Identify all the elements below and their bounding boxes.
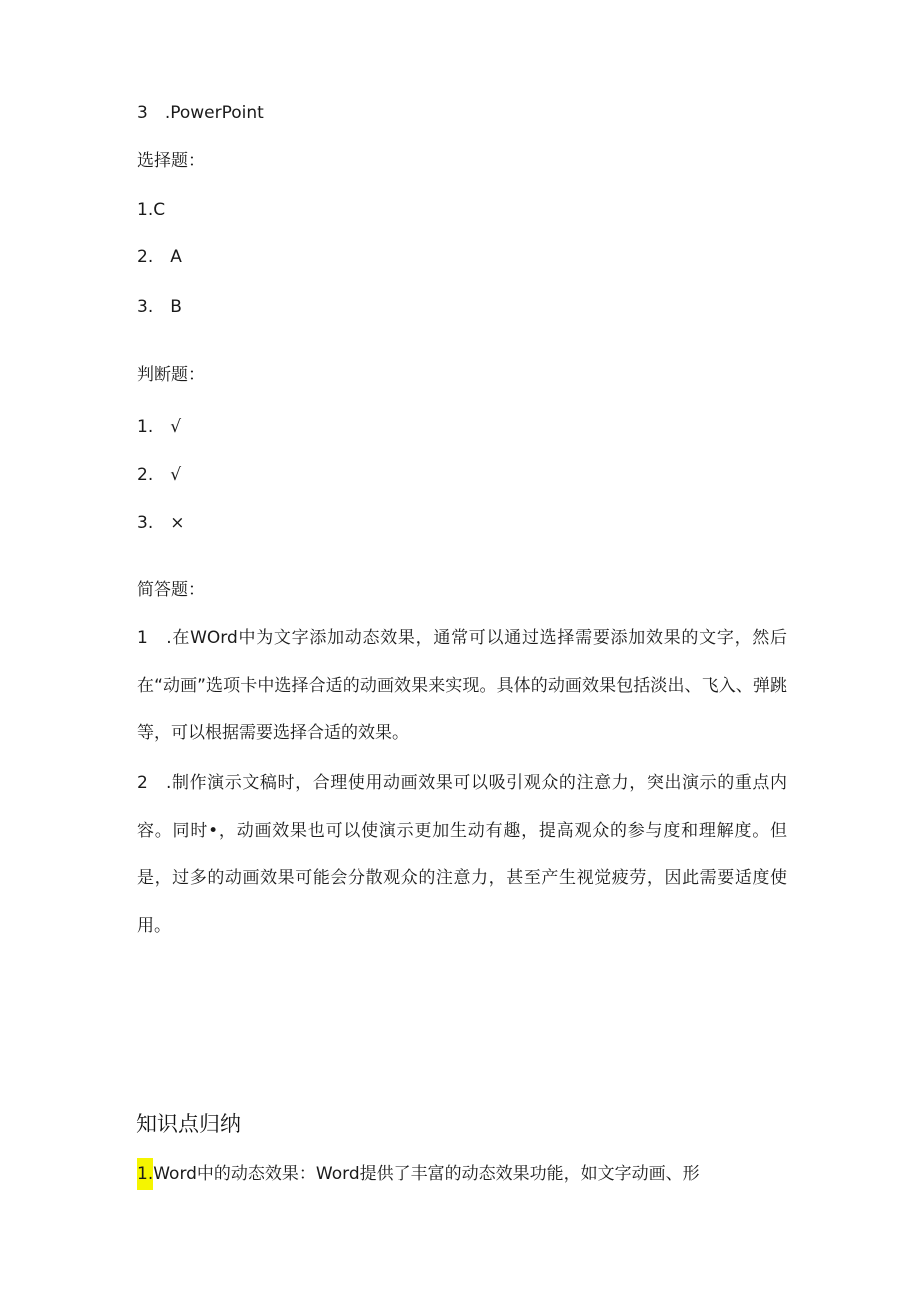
choice-answer-3: 3. B [137,297,182,317]
judge-answer-3: 3. × [137,513,185,533]
short-answer-2: 2 .制作演示文稿时，合理使用动画效果可以吸引观众的注意力，突出演示的重点内容。同时•，动画效果也可以使演示更加生动有趣，提高观众的参与度和理解度。但是，过多的动画效果可能会分散观众的注意力，甚至产生视觉疲劳，因此需要适度使用。 [137,773,787,936]
knowledge-heading: 知识点归纳 [136,1112,241,1136]
knowledge-item-1-number: 1. [137,1158,153,1190]
knowledge-item-1-text: Word中的动态效果：Word提供了丰富的动态效果功能，如文字动画、形 [153,1164,700,1184]
short-answer-heading: 简答题： [137,580,205,600]
short-answer-1: 1 .在WOrd中为文字添加动态效果，通常可以通过选择需要添加效果的文字，然后在“动画”选项卡中选择合适的动画效果来实现。具体的动画效果包括淡出、飞入、弹跳等，可以根据需要选择合适的效果。 [137,628,787,743]
choice-answer-2: 2. A [137,247,182,267]
judge-answer-1: 1. √ [137,417,182,437]
judge-heading: 判断题： [137,365,205,385]
knowledge-item-1 [137,1163,700,1185]
choice-answer-1: 1.C [137,200,166,220]
judge-answer-2: 2. √ [137,465,182,485]
fill-answer-3: 3 .PowerPoint [137,103,264,123]
choice-heading: 选择题： [137,151,205,171]
